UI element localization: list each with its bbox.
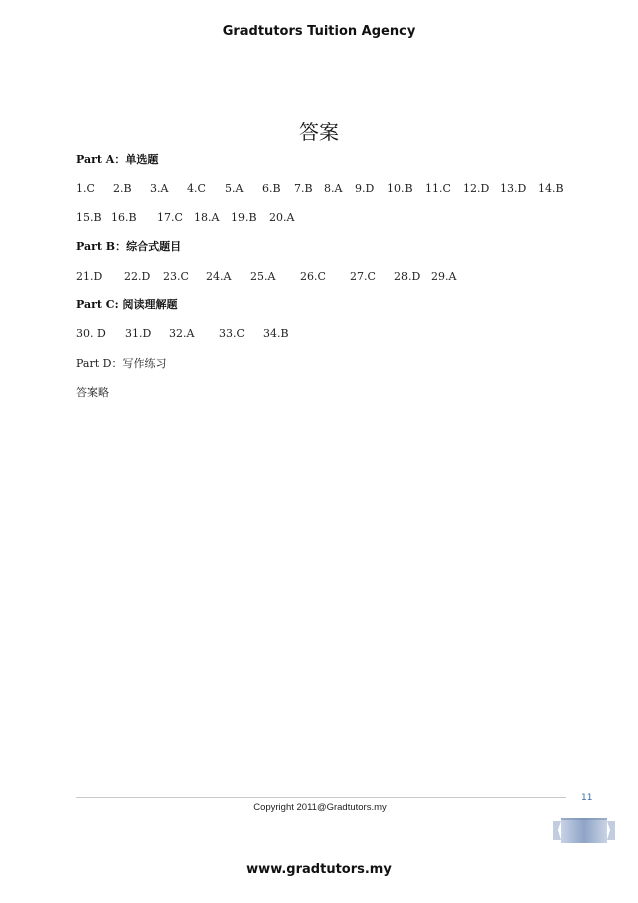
answer-item: 22.D	[124, 270, 151, 283]
part-c-heading: Part C: 阅读理解题	[76, 298, 178, 311]
answer-item: 4.C	[187, 182, 206, 195]
part-c-row-1	[76, 327, 316, 341]
page-number: 11	[581, 793, 593, 803]
answer-item: 7.B	[294, 182, 313, 195]
answer-item: 23.C	[163, 270, 189, 283]
answer-item: 20.A	[269, 211, 295, 224]
answer-item: 27.C	[350, 270, 376, 283]
answer-item: 33.C	[219, 327, 245, 340]
answer-item: 21.D	[76, 270, 103, 283]
part-b-heading: Part B：综合式题目	[76, 240, 182, 253]
website-url: www.gradtutors.my	[246, 862, 392, 877]
answer-item: 9.D	[355, 182, 375, 195]
part-d-note: 答案略	[76, 386, 109, 399]
answer-item: 18.A	[194, 211, 220, 224]
answer-item: 29.A	[431, 270, 457, 283]
part-a-row-1	[76, 182, 576, 196]
answer-item: 16.B	[111, 211, 137, 224]
copyright-notice: Copyright 2011@Gradtutors.my	[253, 802, 387, 813]
page-title: 答案	[299, 120, 339, 144]
answer-item: 8.A	[324, 182, 343, 195]
answer-item: 2.B	[113, 182, 132, 195]
answer-item: 5.A	[225, 182, 244, 195]
answer-item: 30. D	[76, 327, 106, 340]
answer-item: 34.B	[263, 327, 289, 340]
answer-item: 12.D	[463, 182, 490, 195]
answer-item: 26.C	[300, 270, 326, 283]
answer-item: 28.D	[394, 270, 421, 283]
answer-item: 31.D	[125, 327, 152, 340]
answer-item: 10.B	[387, 182, 413, 195]
answer-item: 3.A	[150, 182, 169, 195]
answer-item: 32.A	[169, 327, 195, 340]
part-a-row-2	[76, 211, 336, 225]
part-a-heading: Part A：单选题	[76, 153, 159, 166]
answer-item: 17.C	[157, 211, 183, 224]
part-d-heading: Part D：写作练习	[76, 357, 167, 370]
footer-divider	[76, 797, 566, 798]
answer-item: 24.A	[206, 270, 232, 283]
answer-item: 14.B	[538, 182, 564, 195]
answer-item: 6.B	[262, 182, 281, 195]
answer-item: 19.B	[231, 211, 257, 224]
answer-item: 11.C	[425, 182, 451, 195]
page-ribbon-icon	[553, 817, 615, 844]
answer-item: 13.D	[500, 182, 527, 195]
answer-item: 1.C	[76, 182, 95, 195]
answer-item: 15.B	[76, 211, 102, 224]
agency-header: Gradtutors Tuition Agency	[222, 24, 416, 39]
answer-item: 25.A	[250, 270, 276, 283]
part-b-row-1	[76, 270, 496, 284]
